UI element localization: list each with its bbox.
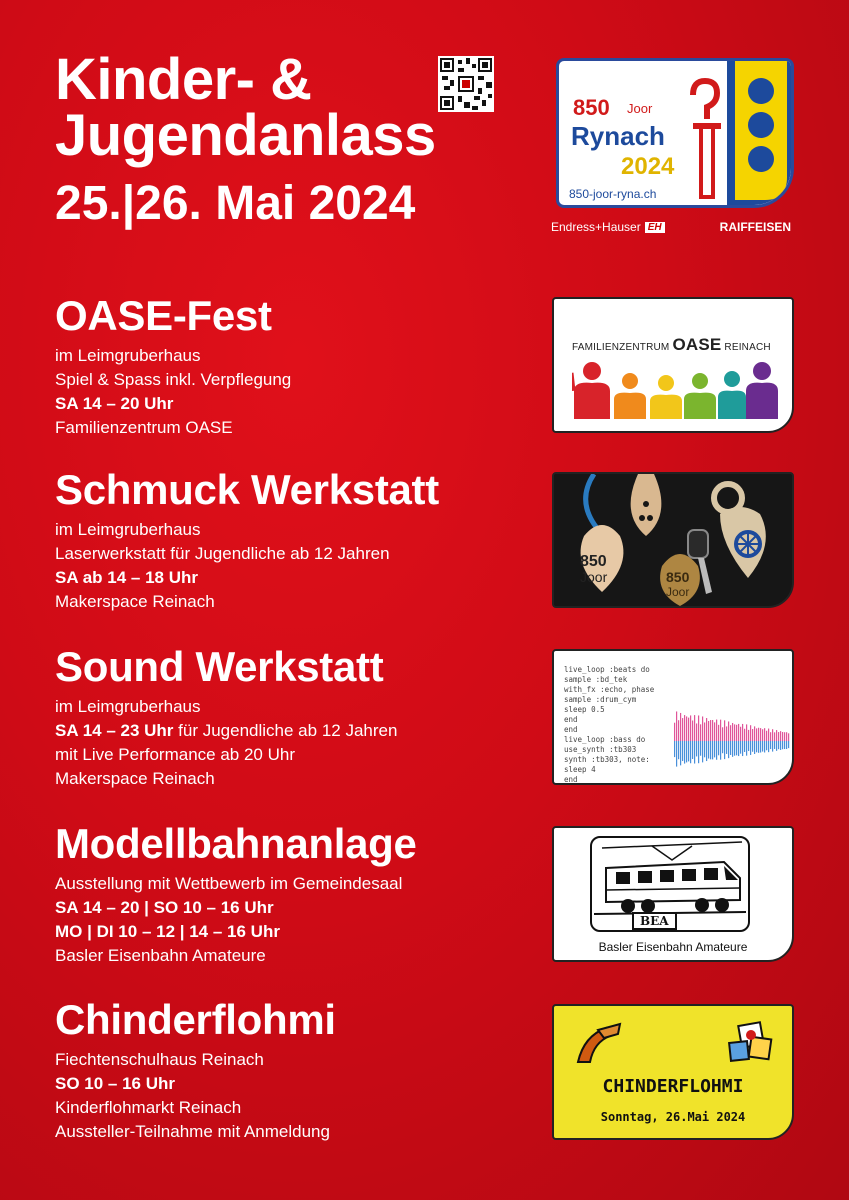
waveform-bar-top: [786, 732, 787, 741]
waveform-bar-top: [750, 725, 751, 741]
code-line: sample :drum_cym: [564, 695, 637, 704]
event-description: mit Live Performance ab 20 Uhr: [55, 745, 295, 764]
waveform-bar-bottom: [736, 741, 737, 755]
event-description: Kinderflohmarkt Reinach: [55, 1098, 242, 1117]
waveform-bar-top: [716, 720, 717, 741]
waveform-bar-bottom: [692, 741, 693, 759]
waveform-bar-top: [682, 718, 683, 741]
event-location: im Leimgruberhaus: [55, 346, 201, 365]
event-location: Fiechtenschulhaus Reinach: [55, 1050, 264, 1069]
waveform-bar-top: [678, 720, 679, 741]
event-title: Sound Werkstatt: [55, 643, 384, 690]
waveform-bar-top: [722, 727, 723, 741]
waveform-bar-bottom: [714, 741, 715, 757]
waveform-bar-bottom: [780, 741, 781, 750]
waveform-bar-bottom: [684, 741, 685, 764]
waveform-bar-top: [762, 729, 763, 741]
waveform-bar-bottom: [744, 741, 745, 752]
waveform-bar-top: [702, 716, 703, 741]
waveform-bar-top: [688, 718, 689, 741]
waveform-bar-top: [700, 724, 701, 741]
waveform-bar-bottom: [696, 741, 697, 756]
waveform-bar-top: [734, 724, 735, 741]
waveform-bar-top: [680, 713, 681, 741]
waveform-bar-bottom: [754, 741, 755, 754]
oase-label-right: REINACH: [724, 342, 771, 353]
event-time: SA 14 – 23 Uhr: [55, 721, 174, 740]
code-line: live_loop :beats do: [564, 665, 650, 674]
waveform-bar-top: [720, 720, 721, 741]
waveform-bar-bottom: [740, 741, 741, 754]
title-line-2: Jugendanlass: [55, 103, 436, 168]
sponsor-bar: [551, 220, 791, 234]
oase-people-icon: [572, 361, 778, 421]
waveform-bar-bottom: [774, 741, 775, 749]
waveform-bar-top: [776, 730, 777, 741]
waveform-bar-top: [740, 727, 741, 741]
oase-label-left: FAMILIENZENTRUM: [572, 342, 670, 353]
waveform-bar-top: [690, 715, 691, 741]
event-time: SA 14 – 20 Uhr: [55, 394, 174, 413]
waveform-bar-bottom: [742, 741, 743, 756]
code-line: synth :tb303, note:: [564, 755, 650, 764]
waveform-bar-top: [698, 715, 699, 741]
waveform-bar-top: [754, 726, 755, 741]
waveform-bar-top: [744, 729, 745, 741]
waveform-bar-bottom: [764, 741, 765, 752]
waveform-bar-top: [674, 723, 675, 741]
event-title: OASE-Fest: [55, 292, 272, 339]
waveform-bar-bottom: [718, 741, 719, 755]
waveform-bar-top: [742, 724, 743, 741]
waveform-bar-bottom: [782, 741, 783, 749]
waveform-bar-bottom: [750, 741, 751, 755]
waveform-bar-bottom: [732, 741, 733, 757]
title-block: [55, 47, 436, 230]
oase-logo-text: [572, 335, 771, 355]
bea-subtitle: Basler Eisenbahn Amateure: [598, 940, 748, 954]
event-sound: [55, 643, 397, 791]
waveform-bar-bottom: [752, 741, 753, 752]
event-time-row: [55, 719, 397, 743]
sponsor-endress-name: Endress+Hauser: [551, 220, 641, 234]
event-title: Modellbahnanlage: [55, 820, 417, 867]
waveform-bar-bottom: [760, 741, 761, 753]
waveform-bar-bottom: [694, 741, 695, 764]
waveform-bar-bottom: [734, 741, 735, 756]
waveform-bar-bottom: [756, 741, 757, 752]
waveform-bar-bottom: [746, 741, 747, 756]
code-line: end: [564, 715, 578, 724]
code-line: sleep 4: [564, 765, 596, 774]
waveform-bar-bottom: [712, 741, 713, 759]
waveform-bar-top: [710, 720, 711, 741]
waveform-bar-bottom: [700, 741, 701, 756]
svg-text:850: 850: [666, 569, 690, 585]
event-organizer: Familienzentrum OASE: [55, 418, 233, 437]
waveform-bar-bottom: [720, 741, 721, 760]
code-line: with_fx :echo, phase: [564, 685, 655, 694]
event-time: SA 14 – 20 | SO 10 – 16 Uhr: [55, 898, 274, 917]
waveform-bar-top: [770, 732, 771, 741]
event-title: Chinderflohmi: [55, 996, 336, 1043]
event-modellbahn: [55, 820, 417, 968]
waveform-bar-top: [724, 720, 725, 741]
waveform-bar-top: [704, 722, 705, 741]
sound-code-card: [552, 649, 794, 785]
waveform-bar-bottom: [776, 741, 777, 751]
bea-label: BEA: [632, 912, 677, 930]
bea-logo-card: [552, 826, 794, 962]
tag-word-text: Joor: [580, 569, 608, 585]
locomotive-icon: [592, 838, 748, 918]
code-line: sample :bd_tek: [564, 675, 628, 684]
waveform-bar-bottom: [682, 741, 683, 761]
flohmi-date: Sonntag, 26.Mai 2024: [600, 1110, 746, 1124]
event-time: SO 10 – 16 Uhr: [55, 1074, 176, 1093]
event-time: SA ab 14 – 18 Uhr: [55, 568, 198, 587]
logo-joor: Joor: [627, 101, 653, 116]
tag-number-text: 850: [580, 553, 607, 570]
waveform-bar-top: [788, 733, 789, 741]
waveform-bar-bottom: [676, 741, 677, 767]
event-organizer: Makerspace Reinach: [55, 592, 215, 611]
waveform-bar-top: [756, 728, 757, 741]
event-oase: [55, 292, 291, 440]
waveform-bar-bottom: [678, 741, 679, 759]
waveform-bar-bottom: [730, 741, 731, 755]
toys-icon: [554, 1006, 794, 1076]
waveform-bar-top: [736, 725, 737, 741]
waveform-bar-bottom: [708, 741, 709, 759]
event-location: im Leimgruberhaus: [55, 697, 201, 716]
waveform-bar-bottom: [786, 741, 787, 749]
waveform-bar-top: [694, 715, 695, 741]
logo-number: 850: [573, 95, 610, 120]
waveform-bar-top: [760, 728, 761, 741]
event-description: Laserwerkstatt für Jugendliche ab 12 Jahren: [55, 544, 390, 563]
waveform-bar-bottom: [716, 741, 717, 760]
waveform-bar-top: [730, 725, 731, 741]
code-line: sleep 0.5: [564, 705, 605, 714]
waveform-bar-top: [738, 724, 739, 741]
waveform-bar-top: [766, 731, 767, 741]
reinach-crest-icon: [671, 61, 791, 208]
waveform-bar-bottom: [722, 741, 723, 753]
waveform-bar-bottom: [698, 741, 699, 763]
oase-label-name: OASE: [672, 335, 722, 354]
sponsor-raiffeisen: RAIFFEISEN: [719, 220, 791, 234]
waveform-bar-top: [692, 720, 693, 741]
qr-code-icon: [438, 56, 494, 112]
logo-year: 2024: [621, 153, 675, 180]
logo-url: 850-joor-ryna.ch: [569, 187, 657, 201]
waveform-bar-top: [708, 721, 709, 741]
qr-code[interactable]: [438, 56, 494, 112]
waveform-bar-top: [714, 722, 715, 741]
sponsor-endress-hauser: [551, 220, 665, 234]
waveform-bar-top: [772, 729, 773, 741]
waveform-bar-bottom: [686, 741, 687, 762]
waveform-bar-top: [684, 715, 685, 741]
logo-town: Rynach: [571, 121, 665, 151]
code-line: use_synth :tb303: [564, 745, 637, 754]
laser-jewelry-photo-icon: [554, 474, 794, 608]
waveform-bar-bottom: [748, 741, 749, 751]
title-line-1: Kinder- &: [55, 47, 312, 112]
svg-text:Joor: Joor: [666, 585, 690, 599]
waveform-bar-top: [696, 723, 697, 741]
waveform-bar-top: [732, 723, 733, 741]
waveform-bar-bottom: [704, 741, 705, 757]
schmuck-photo-card: [552, 472, 794, 608]
event-organizer: Makerspace Reinach: [55, 769, 215, 788]
waveform-bar-top: [728, 721, 729, 741]
waveform-bar-bottom: [702, 741, 703, 762]
waveform-bar-bottom: [758, 741, 759, 753]
waveform-bar-bottom: [762, 741, 763, 752]
waveform-bar-bottom: [690, 741, 691, 763]
waveform-bar-bottom: [788, 741, 789, 748]
waveform-bar-top: [782, 732, 783, 741]
chinderflohmi-card: [552, 1004, 794, 1140]
waveform-bar-bottom: [680, 741, 681, 765]
event-organizer: Basler Eisenbahn Amateure: [55, 946, 266, 965]
waveform-bar-top: [752, 729, 753, 741]
event-date: 25.|26. Mai 2024: [55, 177, 416, 230]
waveform-bar-bottom: [784, 741, 785, 749]
waveform-bar-bottom: [724, 741, 725, 759]
event-chinderflohmi: [55, 996, 336, 1144]
endress-hauser-logo-icon: EH: [645, 222, 665, 233]
waveform-icon: [554, 651, 794, 785]
event-description: Spiel & Spass inkl. Verpflegung: [55, 370, 292, 389]
flohmi-title: CHINDERFLOHMI: [602, 1076, 744, 1097]
waveform-bar-top: [712, 720, 713, 741]
waveform-bar-top: [778, 732, 779, 741]
waveform-bar-bottom: [770, 741, 771, 749]
waveform-bar-top: [784, 732, 785, 741]
waveform-bar-bottom: [772, 741, 773, 752]
waveform-bar-top: [726, 726, 727, 741]
event-description: Ausstellung mit Wettbewerb im Gemeindesaal: [55, 874, 403, 893]
waveform-bar-top: [748, 730, 749, 741]
waveform-bar-bottom: [688, 741, 689, 761]
waveform-bar-top: [780, 731, 781, 741]
code-line: end: [564, 725, 578, 734]
waveform-bar-top: [686, 716, 687, 741]
event-location: im Leimgruberhaus: [55, 520, 201, 539]
event-time-weekdays: MO | DI 10 – 12 | 14 – 16 Uhr: [55, 922, 280, 941]
waveform-bar-bottom: [710, 741, 711, 759]
anniversary-logo: [556, 58, 794, 208]
waveform-bar-top: [774, 732, 775, 741]
code-line: live_loop :bass do: [564, 735, 646, 744]
waveform-bar-top: [746, 724, 747, 741]
waveform-bar-top: [764, 728, 765, 741]
event-title: Schmuck Werkstatt: [55, 466, 439, 513]
waveform-bar-top: [706, 718, 707, 741]
waveform-bar-top: [768, 729, 769, 741]
waveform-bar-bottom: [766, 741, 767, 750]
code-line: end: [564, 775, 578, 784]
oase-logo-card: [552, 297, 794, 433]
waveform-bar-bottom: [738, 741, 739, 756]
event-audience: für Jugendliche ab 12 Jahren: [173, 721, 398, 740]
waveform-bar-bottom: [768, 741, 769, 752]
waveform-bar-bottom: [728, 741, 729, 758]
waveform-bar-bottom: [674, 741, 675, 757]
event-schmuck: [55, 466, 439, 614]
waveform-bar-top: [718, 725, 719, 741]
waveform-bar-bottom: [778, 741, 779, 749]
waveform-bar-top: [758, 728, 759, 741]
waveform-bar-top: [676, 711, 677, 741]
waveform-bar-bottom: [706, 741, 707, 761]
waveform-bar-bottom: [726, 741, 727, 754]
event-note: Aussteller-Teilnahme mit Anmeldung: [55, 1122, 330, 1141]
